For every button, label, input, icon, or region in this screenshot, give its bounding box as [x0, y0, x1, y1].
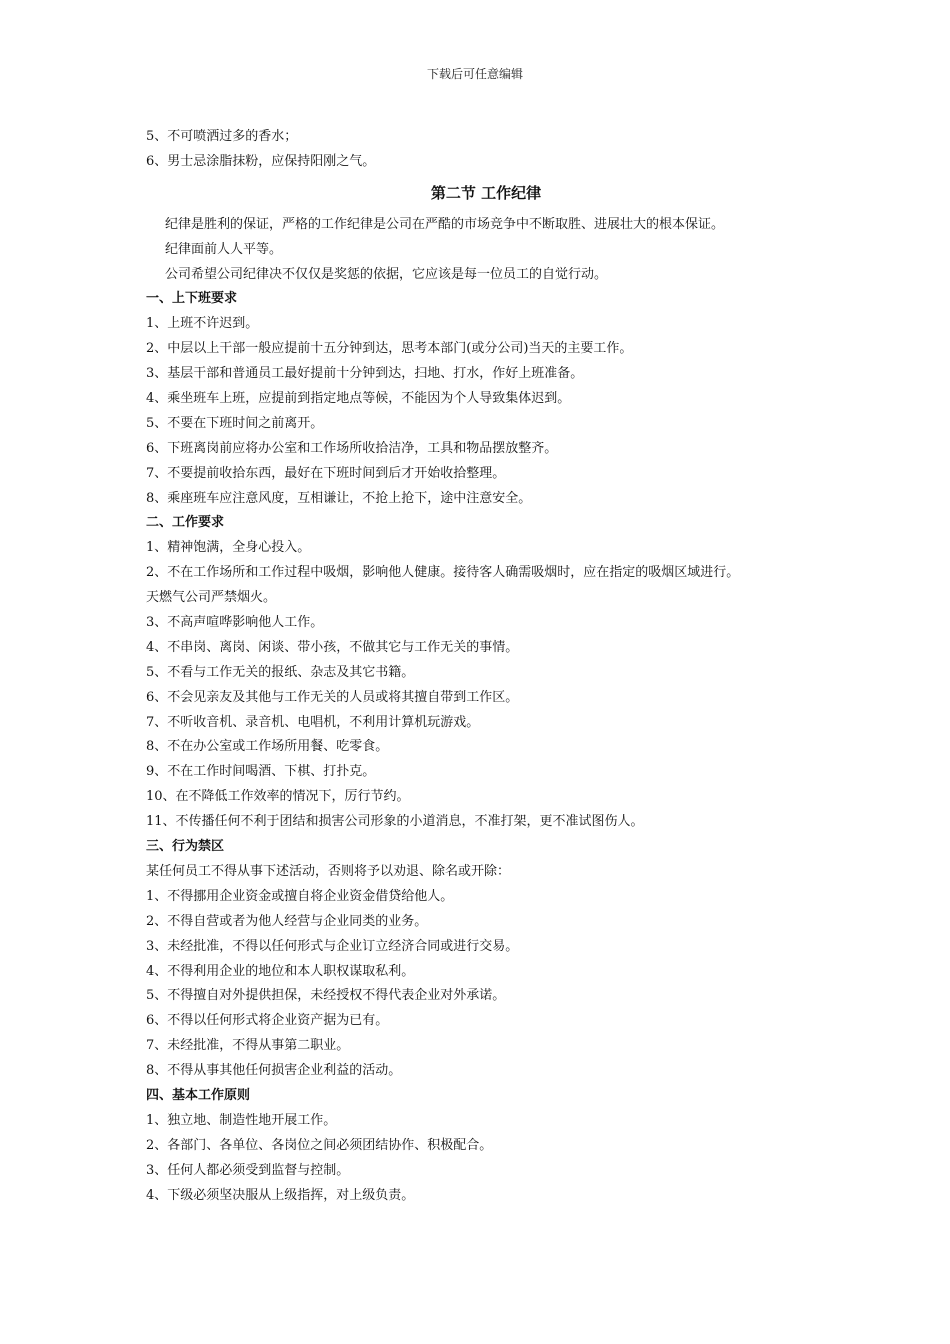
list-item: 1、上班不许迟到。: [146, 316, 259, 332]
list-item: 2、中层以上干部一般应提前十五分钟到达，思考本部门(或分公司)当天的主要工作。: [146, 341, 633, 357]
list-item: 8、乘座班车应注意风度，互相谦让，不抢上抢下，途中注意安全。: [146, 490, 532, 506]
list-item: 4、不得利用企业的地位和本人职权谋取私利。: [146, 963, 415, 979]
list-item: 6、男士忌涂脂抹粉，应保持阳刚之气。: [146, 153, 376, 169]
list-item: 4、乘坐班车上班，应提前到指定地点等候，不能因为个人导致集体迟到。: [146, 391, 571, 407]
list-item: 7、不要提前收拾东西，最好在下班时间到后才开始收拾整理。: [146, 465, 506, 481]
subsection-heading: 二、工作要求: [146, 515, 225, 531]
list-item: 1、精神饱满，全身心投入。: [146, 540, 311, 556]
list-item: 4、不串岗、离岗、闲谈、带小孩，不做其它与工作无关的事情。: [146, 639, 519, 655]
list-item: 6、下班离岗前应将办公室和工作场所收拾洁净，工具和物品摆放整齐。: [146, 440, 558, 456]
list-item: 8、不得从事其他任何损害企业利益的活动。: [146, 1063, 402, 1079]
document-body: [146, 125, 826, 1208]
page-header: 下载后可任意编辑: [426, 67, 523, 81]
list-item: 5、不可喷洒过多的香水；: [146, 129, 298, 144]
list-item: 8、不在办公室或工作场所用餐、吃零食。: [146, 739, 389, 755]
subsection-heading: 一、上下班要求: [146, 291, 238, 307]
list-item: 2、不得自营或者为他人经营与企业同类的业务。: [146, 913, 428, 929]
list-item: 7、不听收音机、录音机、电唱机，不利用计算机玩游戏。: [146, 714, 480, 730]
subsection-intro: 某任何员工不得从事下述活动，否则将予以劝退、除名或开除：: [146, 863, 511, 879]
list-item: 2、不在工作场所和工作过程中吸烟，影响他人健康。接待客人确需吸烟时，应在指定的吸烟区域进行。: [146, 565, 740, 581]
list-item: 3、不高声喧哗影响他人工作。: [146, 615, 324, 631]
list-item: 6、不会见亲友及其他与工作无关的人员或将其擅自带到工作区。: [146, 689, 519, 705]
list-item: 7、未经批准，不得从事第二职业。: [146, 1038, 350, 1054]
list-item: 3、基层干部和普通员工最好提前十分钟到达，扫地、打水，作好上班准备。: [146, 366, 584, 382]
list-item: 9、不在工作时间喝酒、下棋、打扑克。: [146, 764, 376, 780]
section-title: 第二节 工作纪律: [430, 183, 542, 202]
list-item: 1、不得挪用企业资金或擅自将企业资金借贷给他人。: [146, 888, 454, 904]
list-item-continuation: 天燃气公司严禁烟火。: [146, 590, 277, 606]
subsection-heading: 三、行为禁区: [146, 839, 225, 855]
list-item: 5、不看与工作无关的报纸、杂志及其它书籍。: [146, 664, 415, 680]
list-item: 4、下级必须坚决服从上级指挥，对上级负责。: [146, 1187, 415, 1203]
subsection-heading: 四、基本工作原则: [146, 1087, 251, 1103]
intro-paragraph: 纪律面前人人平等。: [165, 241, 283, 257]
intro-paragraph: 纪律是胜利的保证，严格的工作纪律是公司在严酷的市场竞争中不断取胜、进展壮大的根本保证。: [165, 216, 725, 232]
list-item: 3、任何人都必须受到监督与控制。: [146, 1162, 350, 1178]
list-item: 5、不得擅自对外提供担保，未经授权不得代表企业对外承诺。: [146, 988, 506, 1004]
list-item: 3、未经批准，不得以任何形式与企业订立经济合同或进行交易。: [146, 938, 519, 954]
list-item: 10、在不降低工作效率的情况下，厉行节约。: [146, 789, 410, 805]
list-item: 1、独立地、制造性地开展工作。: [146, 1112, 337, 1128]
list-item: 6、不得以任何形式将企业资产据为已有。: [146, 1013, 389, 1029]
list-item: 2、各部门、各单位、各岗位之间必须团结协作、积极配合。: [146, 1137, 493, 1153]
list-item: 11、不传播任何不利于团结和损害公司形象的小道消息，不准打架，更不准试图伤人。: [146, 814, 644, 830]
list-item: 5、不要在下班时间之前离开。: [146, 415, 324, 431]
intro-paragraph: 公司希望公司纪律决不仅仅是奖惩的依据，它应该是每一位员工的自觉行动。: [165, 266, 608, 282]
